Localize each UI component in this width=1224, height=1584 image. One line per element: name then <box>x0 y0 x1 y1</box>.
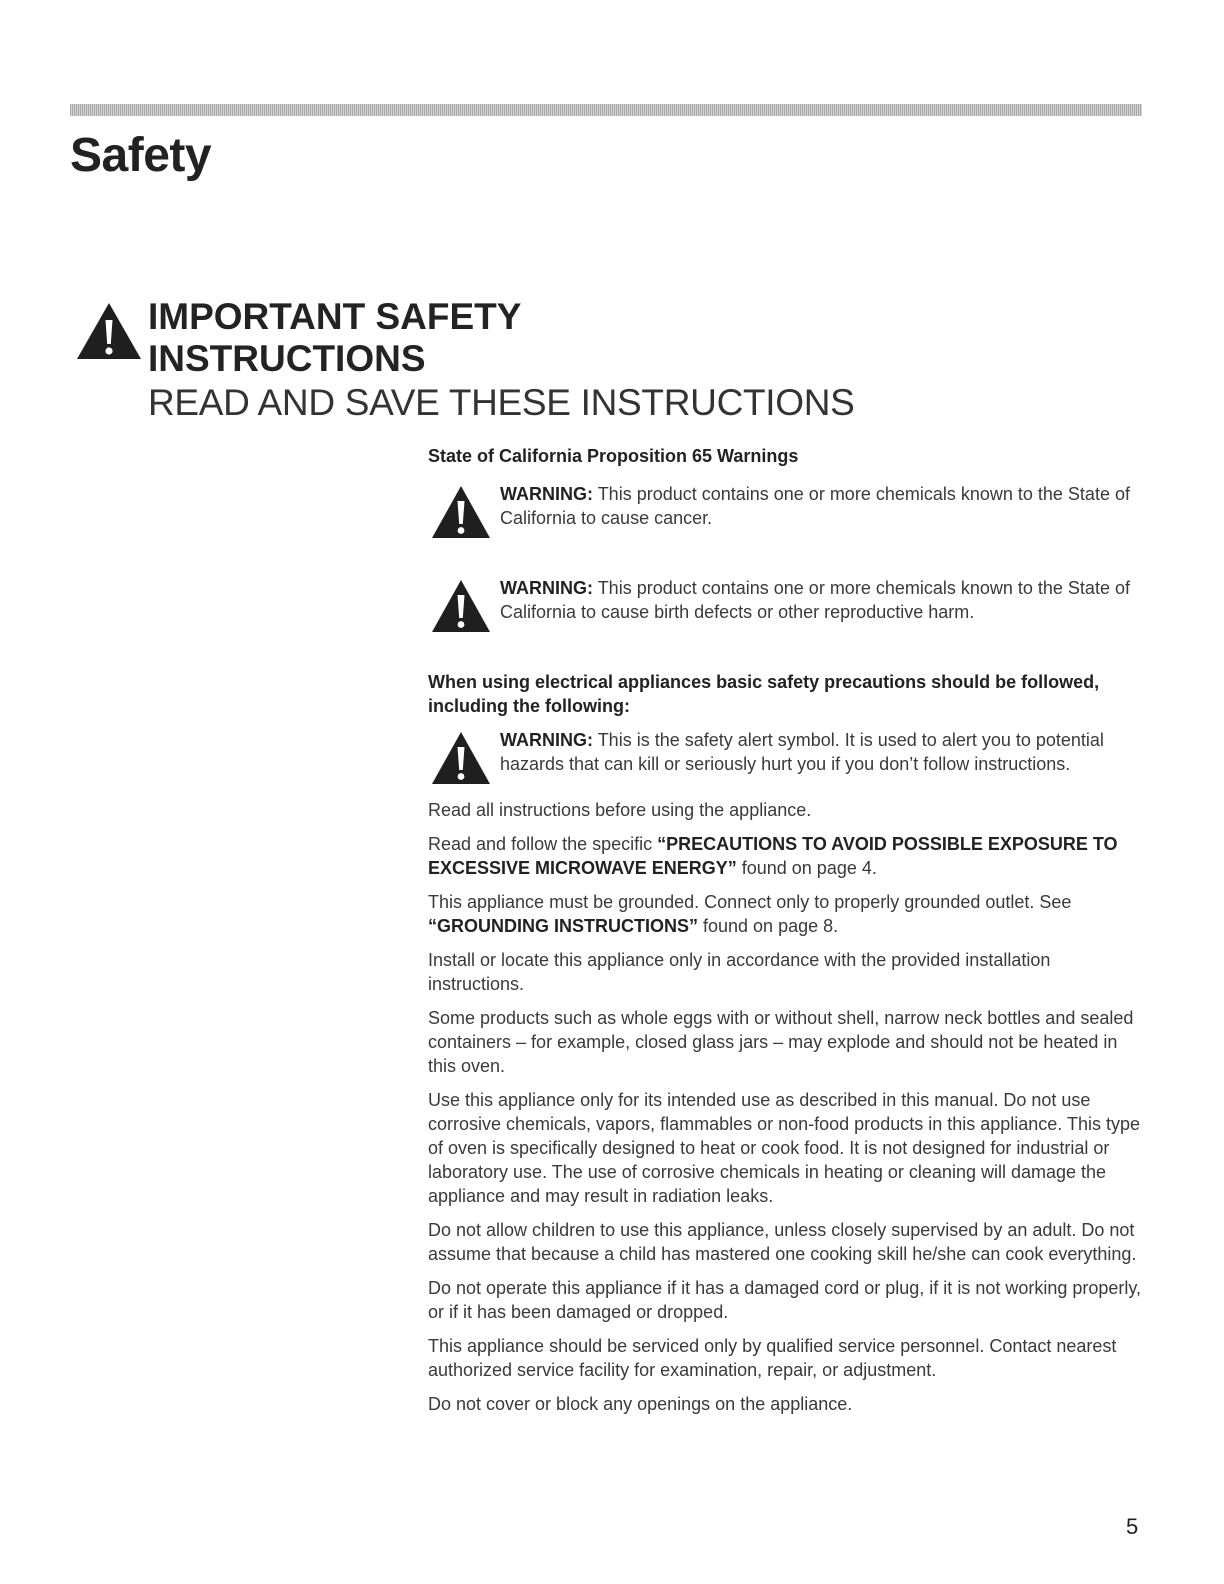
warning-triangle-icon <box>430 578 492 634</box>
precautions-heading: When using electrical appliances basic safety precautions should be followed, including the following: <box>428 672 1100 716</box>
warning-triangle-icon <box>74 300 144 362</box>
warning-label: WARNING: <box>500 730 593 750</box>
instruction-paragraph: This appliance must be grounded. Connect only to properly grounded outlet. See “GROUNDING INSTRUCTIONS” found on page 8. <box>428 892 1072 936</box>
safety-alert-warning <box>428 728 1144 788</box>
main-heading <box>148 296 668 380</box>
instructions-content <box>428 444 1144 1426</box>
warning-text: This product contains one or more chemicals known to the State of California to cause birth defects or other reproductive harm. <box>500 578 1130 622</box>
prop65-heading: State of California Proposition 65 Warnings <box>428 446 799 466</box>
warning-triangle-icon <box>430 730 492 786</box>
warning-text: This product contains one or more chemicals known to the State of California to cause cancer. <box>500 484 1130 528</box>
main-heading-line1: IMPORTANT SAFETY <box>148 296 522 337</box>
sub-heading: READ AND SAVE THESE INSTRUCTIONS <box>148 382 855 423</box>
instruction-paragraph: Install or locate this appliance only in accordance with the provided installation instructions. <box>428 950 1051 994</box>
instruction-paragraph: Do not operate this appliance if it has a damaged cord or plug, if it is not working properly, or if it has been damaged or dropped. <box>428 1278 1142 1322</box>
page-number: 5 <box>1126 1514 1139 1539</box>
warning-label: WARNING: <box>500 484 593 504</box>
header-rule <box>70 104 1142 116</box>
warning-text: This is the safety alert symbol. It is used to alert you to potential hazards that can kill or seriously hurt you if you don’t follow instructions. <box>500 730 1104 774</box>
instruction-paragraph: Use this appliance only for its intended use as described in this manual. Do not use corrosive chemicals, vapors, flammables or non-food products in this appliance. This type of oven is specifically designed to heat or cook food. It is not designed for industrial or laboratory use. The use of corrosive chemicals in heating or cleaning will damage the appliance and may result in radiation leaks. <box>428 1090 1141 1206</box>
instruction-paragraph: Do not cover or block any openings on the appliance. <box>428 1394 853 1414</box>
instruction-paragraph: Do not allow children to use this appliance, unless closely supervised by an adult. Do not assume that because a child has mastered one cooking skill he/she can cook everything. <box>428 1220 1137 1264</box>
warning-triangle-icon <box>430 484 492 540</box>
main-heading-line2: INSTRUCTIONS <box>148 338 426 379</box>
instruction-paragraph: This appliance should be serviced only by qualified service personnel. Contact nearest authorized service facility for examination, repair, or adjustment. <box>428 1336 1117 1380</box>
prop65-reproductive-warning <box>428 576 1144 636</box>
section-title: Safety <box>70 129 212 182</box>
instruction-paragraph: Some products such as whole eggs with or without shell, narrow neck bottles and sealed containers – for example, closed glass jars – may explode and should not be heated in this oven. <box>428 1008 1134 1076</box>
instruction-paragraph: Read all instructions before using the appliance. <box>428 800 812 820</box>
instruction-paragraph: Read and follow the specific “PRECAUTIONS TO AVOID POSSIBLE EXPOSURE TO EXCESSIVE MICROWAVE ENERGY” found on page 4. <box>428 834 1118 878</box>
warning-label: WARNING: <box>500 578 593 598</box>
prop65-cancer-warning <box>428 482 1144 542</box>
